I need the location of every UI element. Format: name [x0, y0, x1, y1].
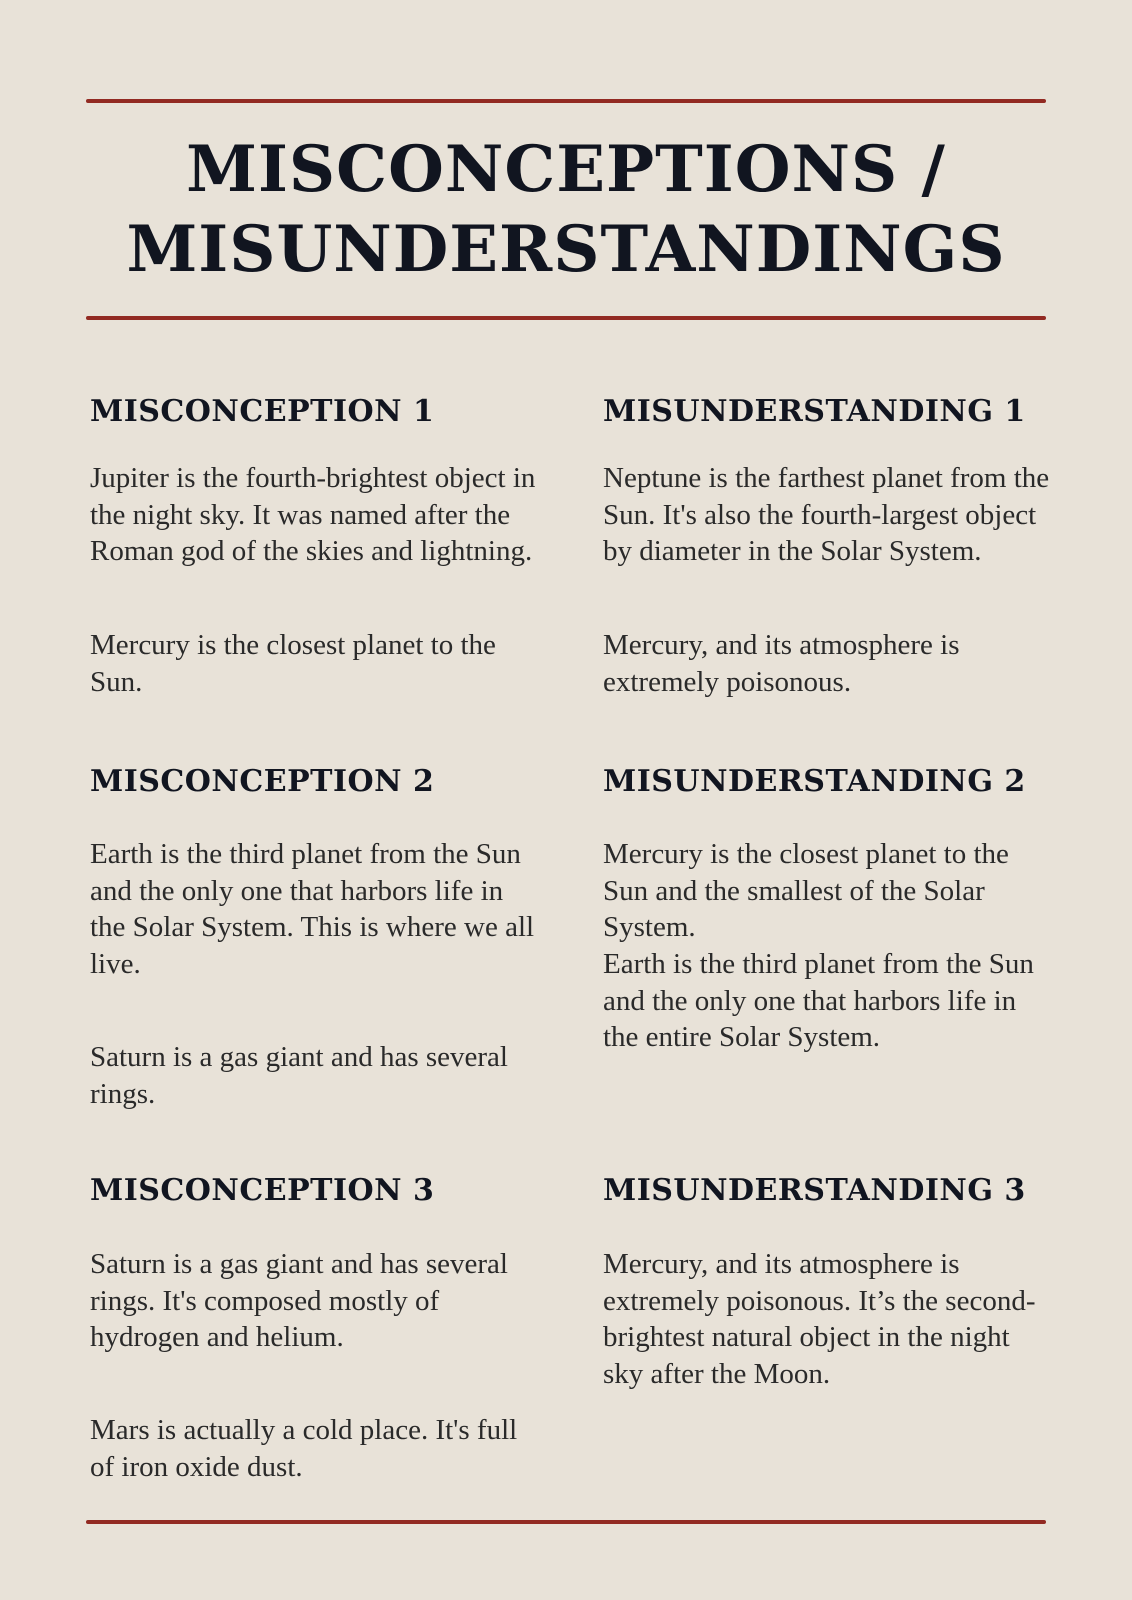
misconception-1-heading: MISCONCEPTION 1	[90, 394, 435, 429]
misunderstanding-3-heading: MISUNDERSTANDING 3	[603, 1173, 1026, 1208]
misunderstanding-1-paragraph-1: Neptune is the farthest planet from the Sun. It's also the fourth-largest object by diameter in the Solar System.	[603, 462, 1050, 567]
misconception-3-paragraph-1: Saturn is a gas giant and has several rings. It's composed mostly of hydrogen and helium.	[90, 1248, 508, 1353]
misunderstanding-3-paragraph-1: Mercury, and its atmosphere is extremely poisonous. It’s the second-brightest natural object in the night sky after the Moon.	[603, 1248, 1036, 1390]
misconception-2-paragraph-1: Earth is the third planet from the Sun and the only one that harbors life in the Solar System. This is where we all live.	[90, 838, 535, 980]
misconception-2-heading: MISCONCEPTION 2	[90, 764, 435, 799]
bottom-divider	[86, 1520, 1046, 1524]
page-title-line-1: MISCONCEPTIONS /	[186, 132, 946, 207]
misconceptions-column	[90, 0, 540, 1600]
misconception-3-paragraph-2: Mars is actually a cold place. It's full of iron oxide dust.	[90, 1414, 518, 1483]
misunderstanding-1-paragraph-2: Mercury, and its atmosphere is extremely poisonous.	[603, 629, 960, 698]
misconception-1-paragraph-2: Mercury is the closest planet to the Sun.	[90, 629, 496, 698]
misconception-2-paragraph-2: Saturn is a gas giant and has several rings.	[90, 1041, 508, 1110]
misconception-3-heading: MISCONCEPTION 3	[90, 1173, 435, 1208]
misunderstanding-2-paragraph-1: Mercury is the closest planet to the Sun and the smallest of the Solar System.	[603, 838, 1009, 943]
misunderstanding-2-paragraph-2: Earth is the third planet from the Sun and the only one that harbors life in the entire Solar System.	[603, 948, 1034, 1053]
misunderstanding-2-heading: MISUNDERSTANDING 2	[603, 764, 1026, 799]
page-title-line-2: MISUNDERSTANDINGS	[126, 212, 1006, 287]
misconception-1-paragraph-1: Jupiter is the fourth-brightest object in the night sky. It was named after the Roman god of the skies and lightning.	[90, 462, 536, 567]
misunderstanding-1-heading: MISUNDERSTANDING 1	[603, 394, 1026, 429]
misunderstandings-column	[603, 0, 1053, 1600]
